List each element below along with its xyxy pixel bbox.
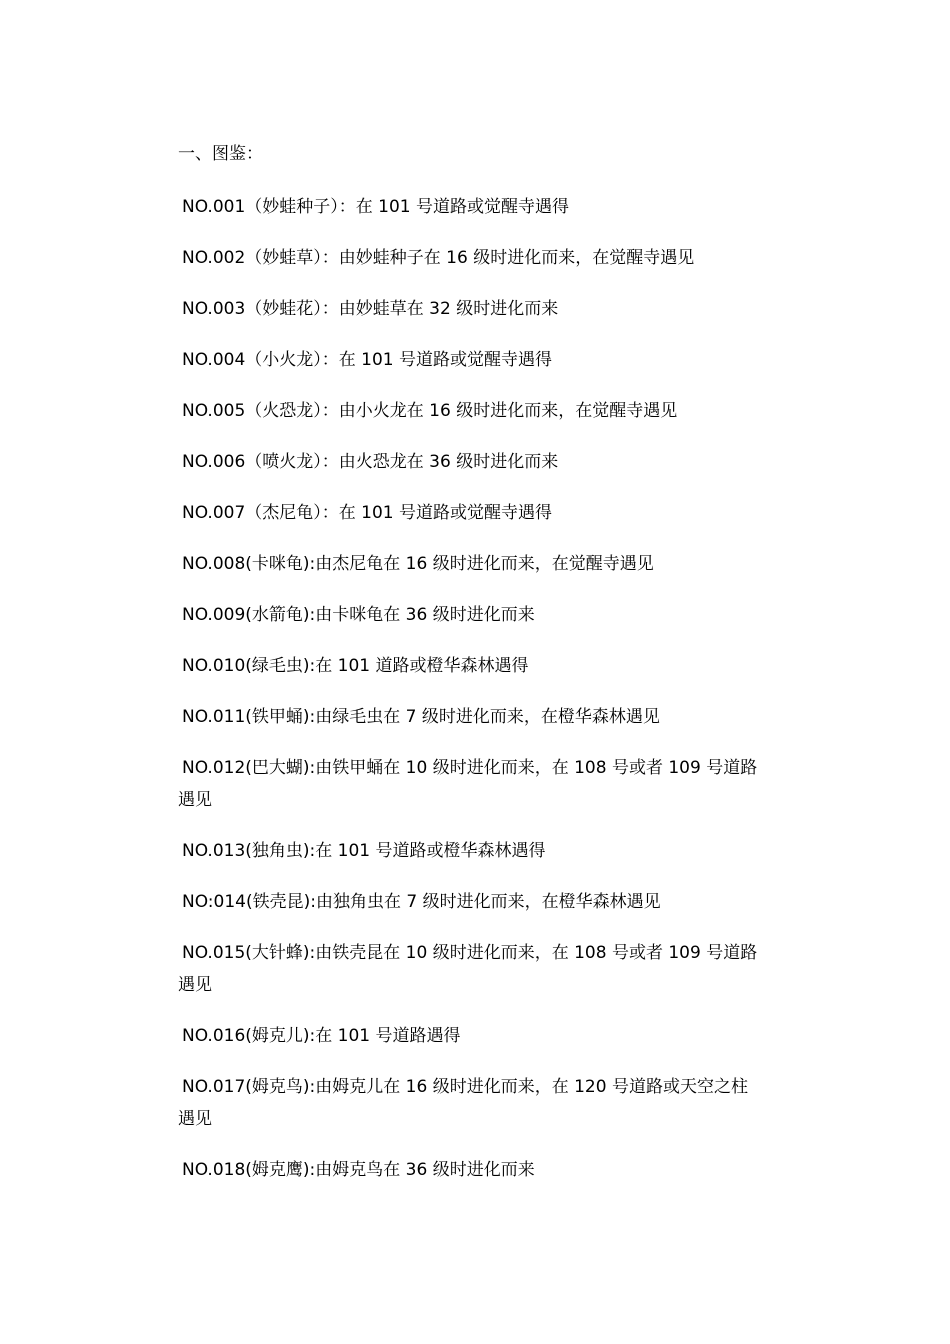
entry-text: NO.005（火恐龙）：由小火龙在 16 级时进化而来，在觉醒寺遇见 xyxy=(182,401,678,421)
list-item xyxy=(178,1154,818,1186)
entry-text: NO.012(巴大蝴):由铁甲蛹在 10 级时进化而来，在 108 号或者 109 号道路 xyxy=(182,758,758,778)
entry-text-continued: 遇见 xyxy=(178,1109,212,1129)
entry-text-continued: 遇见 xyxy=(178,975,212,995)
list-item xyxy=(178,191,818,223)
list-item xyxy=(178,293,818,325)
entry-text: NO.002（妙蛙草）：由妙蛙种子在 16 级时进化而来，在觉醒寺遇见 xyxy=(182,248,695,268)
list-item xyxy=(178,548,818,580)
entry-text: NO.017(姆克鸟):由姆克儿在 16 级时进化而来，在 120 号道路或天空之柱 xyxy=(182,1077,748,1097)
list-item xyxy=(178,599,818,631)
entry-text: NO.009(水箭龟):由卡咪龟在 36 级时进化而来 xyxy=(182,605,535,625)
entry-text: NO.015(大针蜂):由铁壳昆在 10 级时进化而来，在 108 号或者 109 号道路 xyxy=(182,943,758,963)
list-item xyxy=(178,886,818,918)
list-item xyxy=(178,1020,818,1052)
section-heading: 一、图鉴： xyxy=(178,144,263,164)
list-item xyxy=(178,446,818,478)
entry-text: NO.010(绿毛虫):在 101 道路或橙华森林遇得 xyxy=(182,656,529,676)
entry-text: NO.003（妙蛙花）：由妙蛙草在 32 级时进化而来 xyxy=(182,299,559,319)
list-item xyxy=(178,242,818,274)
entry-text: NO.013(独角虫):在 101 号道路或橙华森林遇得 xyxy=(182,841,546,861)
list-item xyxy=(178,752,818,816)
list-item xyxy=(178,395,818,427)
list-item xyxy=(178,344,818,376)
entry-text: NO.004（小火龙）：在 101 号道路或觉醒寺遇得 xyxy=(182,350,553,370)
entry-text: NO.007（杰尼龟）：在 101 号道路或觉醒寺遇得 xyxy=(182,503,553,523)
list-item xyxy=(178,497,818,529)
list-item xyxy=(178,937,818,1001)
document-page xyxy=(178,140,818,1205)
entry-text: NO.016(姆克儿):在 101 号道路遇得 xyxy=(182,1026,461,1046)
entry-text-continued: 遇见 xyxy=(178,790,212,810)
entry-text: NO.011(铁甲蛹):由绿毛虫在 7 级时进化而来，在橙华森林遇见 xyxy=(182,707,660,727)
list-item xyxy=(178,1071,818,1135)
list-item xyxy=(178,650,818,682)
entry-text: NO.001（妙蛙种子）：在 101 号道路或觉醒寺遇得 xyxy=(182,197,570,217)
entry-text: NO.018(姆克鹰):由姆克鸟在 36 级时进化而来 xyxy=(182,1160,535,1180)
entry-text: NO:014(铁壳昆):由独角虫在 7 级时进化而来，在橙华森林遇见 xyxy=(182,892,661,912)
entry-text: NO.008(卡咪龟):由杰尼龟在 16 级时进化而来，在觉醒寺遇见 xyxy=(182,554,654,574)
list-item xyxy=(178,701,818,733)
list-item xyxy=(178,835,818,867)
entry-text: NO.006（喷火龙）：由火恐龙在 36 级时进化而来 xyxy=(182,452,559,472)
